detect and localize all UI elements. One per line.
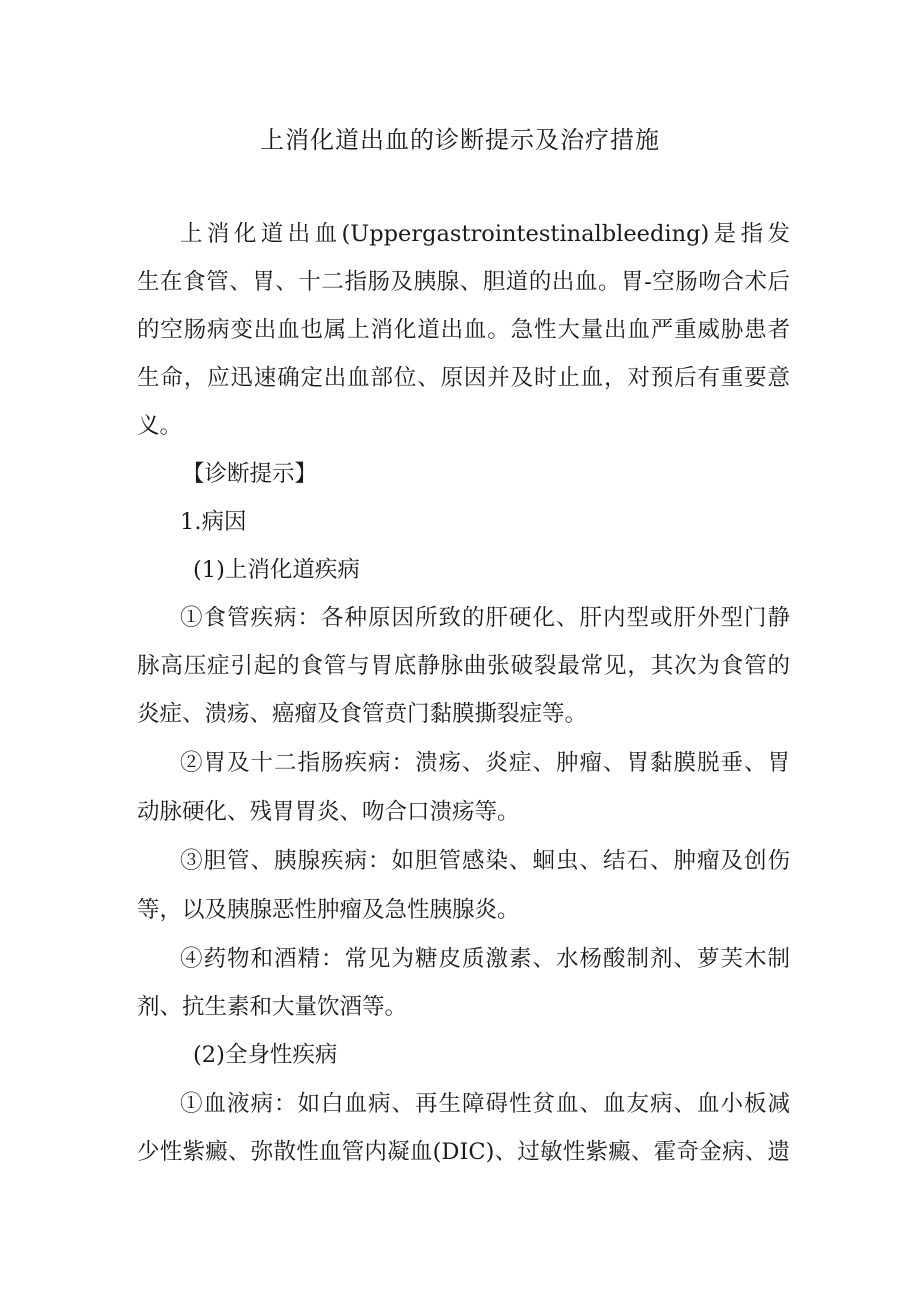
- item-line: ②胃及十二指肠疾病：溃疡、炎症、肿瘤、胃黏膜脱垂、胃: [180, 750, 790, 776]
- intro-line: 上消化道出血(Uppergastrointestinalbleeding)是指发: [180, 221, 790, 247]
- intro-line: 生命，应迅速确定出血部位、原因并及时止血，对预后有重要意: [137, 365, 790, 391]
- document-title: 上消化道出血的诊断提示及治疗措施: [260, 126, 660, 154]
- item-line: ①食管疾病：各种原因所致的肝硬化、肝内型或肝外型门静: [180, 605, 790, 631]
- item-line: 脉高压症引起的食管与胃底静脉曲张破裂最常见，其次为食管的: [137, 653, 790, 679]
- intro-line: 义。: [137, 413, 183, 439]
- cause-heading: 1.病因: [180, 509, 247, 535]
- subsection-heading: (1)上消化道疾病: [193, 557, 360, 583]
- item-line: 炎症、溃疡、癌瘤及食管贲门黏膜撕裂症等。: [137, 701, 588, 727]
- section-heading: 【诊断提示】: [182, 461, 318, 487]
- item-line: 少性紫癜、弥散性血管内凝血(DIC)、过敏性紫癜、霍奇金病、遗: [137, 1139, 790, 1165]
- intro-line: 的空肠病变出血也属上消化道出血。急性大量出血严重威胁患者: [137, 317, 790, 343]
- subsection-heading: (2)全身性疾病: [193, 1042, 338, 1068]
- item-line: ①血液病：如白血病、再生障碍性贫血、血友病、血小板减: [180, 1091, 790, 1117]
- item-line: 动脉硬化、残胃胃炎、吻合口溃疡等。: [137, 799, 520, 825]
- item-line: 剂、抗生素和大量饮酒等。: [137, 994, 408, 1020]
- item-line: ③胆管、胰腺疾病：如胆管感染、蛔虫、结石、肿瘤及创伤: [180, 848, 790, 874]
- item-line: 等，以及胰腺恶性肿瘤及急性胰腺炎。: [137, 897, 520, 923]
- item-line: ④药物和酒精：常见为糖皮质激素、水杨酸制剂、萝芙木制: [180, 946, 790, 972]
- intro-line: 生在食管、胃、十二指肠及胰腺、胆道的出血。胃-空肠吻合术后: [137, 269, 790, 295]
